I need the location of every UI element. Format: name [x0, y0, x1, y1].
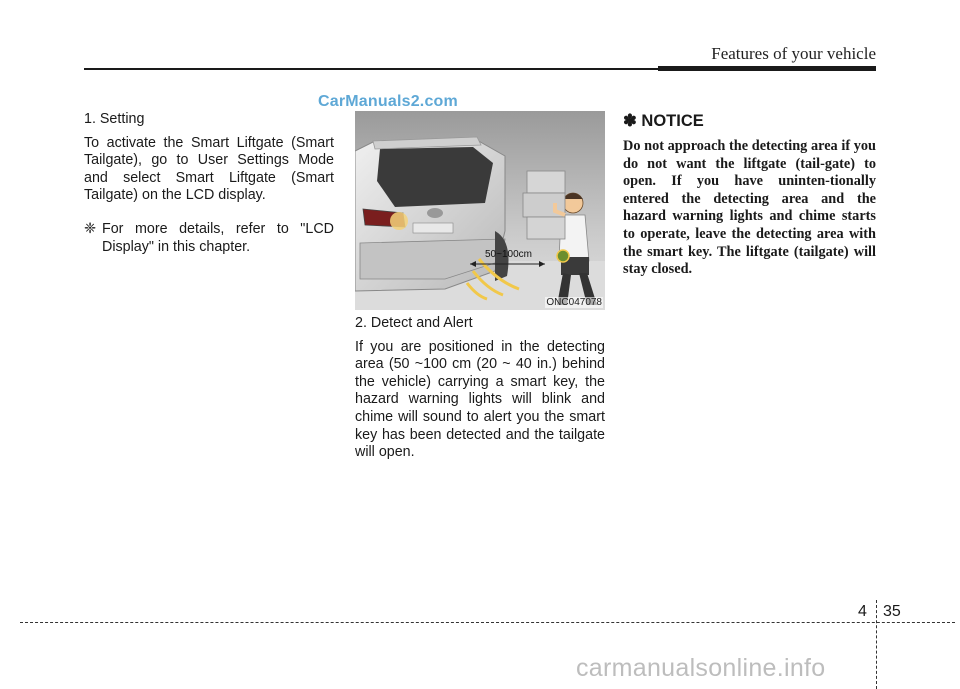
header-rule: [84, 68, 658, 70]
section-heading-detect: 2. Detect and Alert: [355, 315, 473, 331]
detect-paragraph: If you are positioned in the detecting area (50 ~100 cm (20 ~ 40 in.) behind the vehicle) carrying a smart key, the hazard warning lights will blink and chime will sound to alert you the smart key has been detected and the tailgate will open.: [355, 338, 605, 461]
watermark-bottom[interactable]: carmanualsonline.info: [576, 654, 826, 682]
watermark-top[interactable]: CarManuals2.com: [318, 93, 458, 110]
section-heading-setting: 1. Setting: [84, 111, 145, 127]
note-lcd-display: [84, 221, 334, 256]
column-detect-alert: [355, 315, 605, 462]
distance-label: 50~100cm: [485, 249, 532, 260]
page-number: 35: [883, 603, 901, 620]
liftgate-illustration: [355, 111, 605, 310]
chapter-number: 4: [858, 603, 867, 620]
footer-divider: [876, 600, 877, 689]
notice-body: Do not approach the detecting area if you do not want the liftgate (tail-gate) to open. If you have uninten-tionally entered the detecting area and the hazard warning lights and chime starts to operate, leave the detecting area with the smart key. The liftgate (tailgate) will stay closed.: [623, 138, 876, 278]
figure-code: ONC047078: [546, 297, 602, 308]
note-text: For more details, refer to "LCD Display" in this chapter.: [102, 220, 334, 255]
column-setting: [84, 111, 334, 256]
figure-smart-liftgate: [355, 111, 605, 310]
header-rule-accent: [658, 66, 876, 71]
notice-box: [623, 111, 876, 279]
footer-rule: [20, 622, 955, 623]
note-mark-icon: ❈: [84, 220, 96, 237]
page-header-title: Features of your vehicle: [711, 44, 876, 63]
setting-paragraph: To activate the Smart Liftgate (Smart Tailgate), go to User Settings Mode and select Smart Liftgate (Smart Tailgate) on the LCD display.: [84, 134, 334, 204]
notice-title: ✽ NOTICE: [623, 112, 704, 130]
